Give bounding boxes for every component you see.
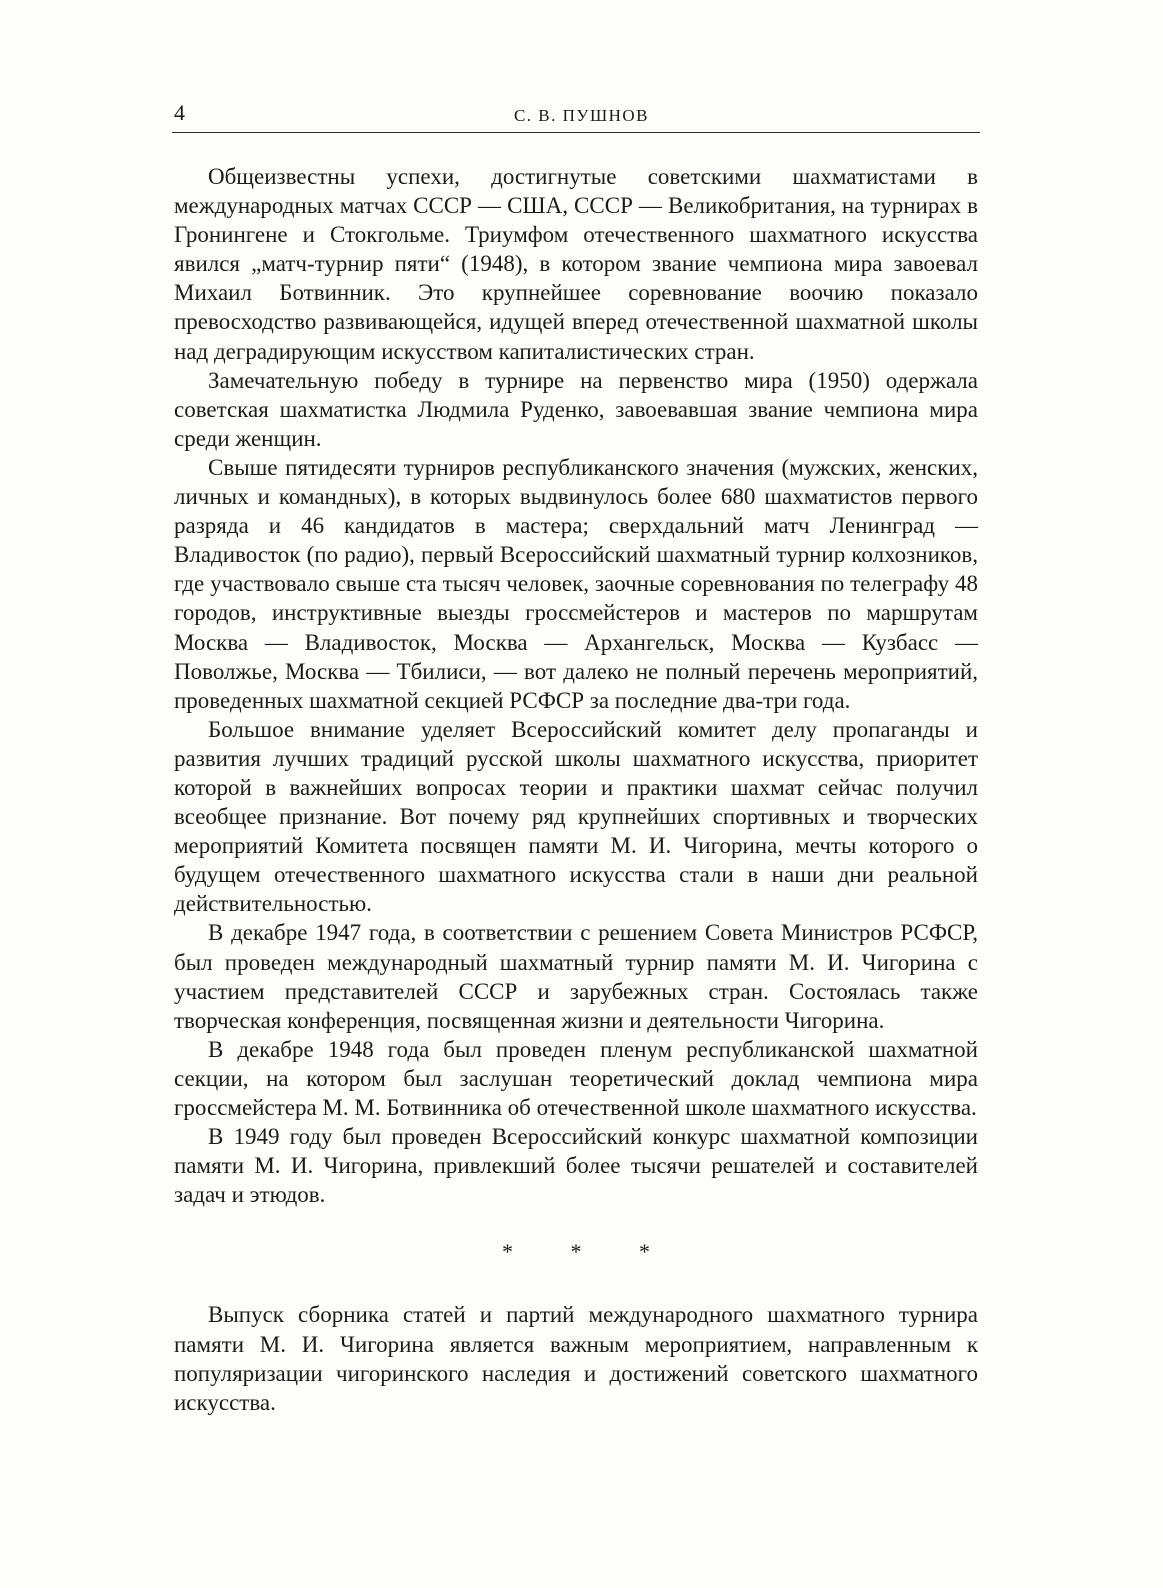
header-rule <box>172 132 980 133</box>
paragraph-republican-tournaments: Свыше пятидесяти турниров республиканского значения (мужских, женских, личных и командных), в которых выдвинулось более 680 шахматистов первого разряда и 46 кандидатов в мастера; сверхдальний матч Ленинград — Владивосток (по радио), первый Всероссийский шахматный турнир колхозников, где участвовало свыше ста тысяч человек, заочные соревнования по телеграфу 48 городов, инструктивные выезды гроссмейстеров и мастеров по маршрутам Москва — Владивосток, Москва — Архангельск, Москва — Кузбасс — Поволжье, Москва — Тбилиси, — вот далеко не полный перечень мероприятий, проведенных шахматной секцией РСФСР за последние два-три года. <box>174 454 978 713</box>
page-number: 4 <box>174 100 185 125</box>
body-text <box>174 162 978 1417</box>
paragraph-russian-school-propaganda: Большое внимание уделяет Всероссийский комитет делу пропаганды и развития лучших традиций русской школы шахматного искусства, приоритет которой в важнейших вопросах теории и практики шахмат сейчас получил всеобщее признание. Вот почему ряд крупнейших спортивных и творческих мероприятий Комитета посвящен памяти М. И. Чигорина, мечты которого о будущем отечественного шахматного искусства стали в наши дни реальной действительностью. <box>174 716 978 917</box>
paragraph-rudenko-victory: Замечательную победу в турнире на первенство мира (1950) одержала советская шахматистка Людмила Руденко, завоевавшая звание чемпиона мира среди женщин. <box>174 367 978 451</box>
paragraph-plenum-1948: В декабре 1948 года был проведен пленум республиканской шахматной секции, на котором был заслушан теоретический доклад чемпиона мира гроссмейстера М. М. Ботвинника об отечественной школе шахматного искусства. <box>174 1036 978 1120</box>
paragraph-soviet-successes: Общеизвестны успехи, достигнутые советскими шахматистами в международных матчах СССР — США, СССР — Великобритания, на турнирах в Гронингене и Стокгольме. Триумфом отечественного шахматного искусства явился „матч-турнир пяти“ (1948), в котором звание чемпиона мира завоевал Михаил Ботвинник. Это крупнейшее соревнование воочию показало превосходство развивающейся, идущей вперед отечественной шахматной школы над деградирующим искусством капиталистических стран. <box>174 164 978 364</box>
paragraph-composition-contest-1949: В 1949 году был проведен Всероссийский конкурс шахматной композиции памяти М. И. Чигорина, привлекший более тысячи решателей и составителей задач и этюдов. <box>174 1124 978 1208</box>
section-separator: * * * <box>502 1239 676 1265</box>
paragraph-chigorin-tournament-1947: В декабре 1947 года, в соответствии с решением Совета Министров РСФСР, был проведен международный шахматный турнир памяти М. И. Чигорина с участием представителей СССР и зарубежных стран. Состоялась также творческая конференция, посвященная жизни и деятельности Чигорина. <box>174 920 978 1033</box>
running-head: С. В. ПУШНОВ <box>513 106 650 125</box>
paragraph-closing: Выпуск сборника статей и партий международного шахматного турнира памяти М. И. Чигорина является важным мероприятием, направленным к популяризации чигоринского наследия и достижений советского шахматного искусства. <box>174 1302 978 1415</box>
